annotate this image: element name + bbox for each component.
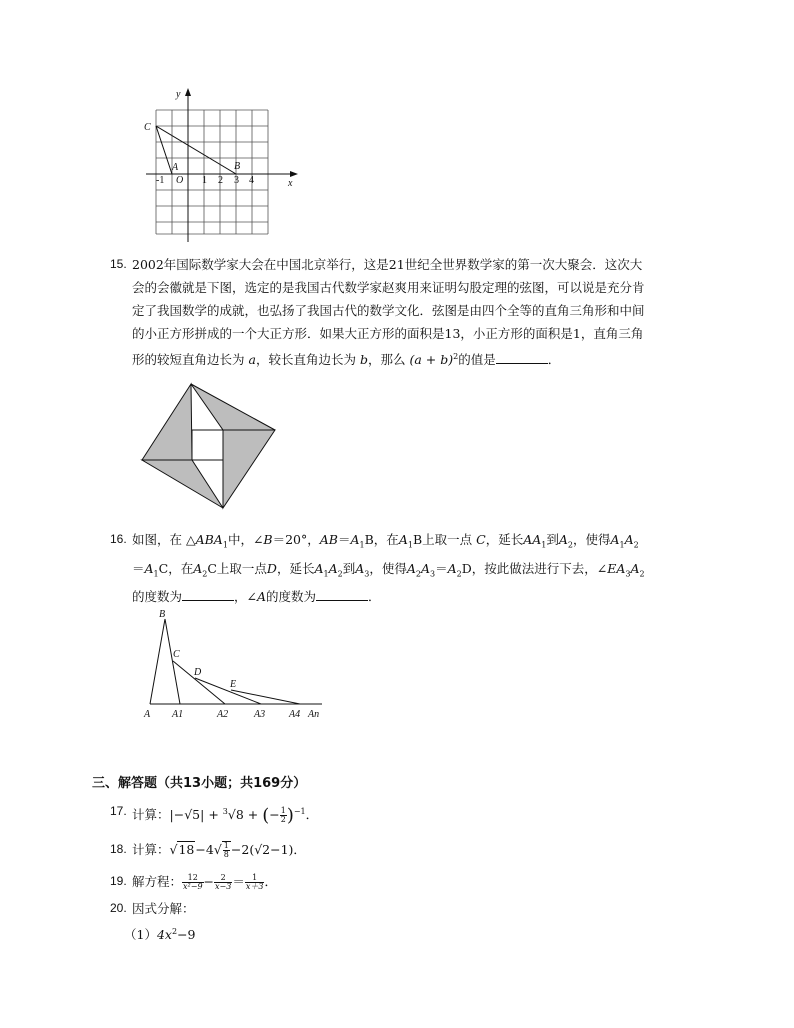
- text-line: 定了我国数学的成就，也弘扬了我国古代的数学文化．弦图是由四个全等的直角三角形和中间: [132, 303, 645, 318]
- segment-ea4: [231, 690, 300, 704]
- point-b-label: B: [234, 161, 241, 172]
- sub-question: $(1)4x^2-9$: [124, 927, 196, 943]
- inner-small-square: [192, 430, 223, 460]
- question-20: [110, 897, 610, 947]
- zhao-shuang-string-figure: [138, 380, 278, 512]
- right-triangle: [223, 430, 275, 508]
- tick-label: 3: [234, 175, 239, 186]
- text-line: 2002年国际数学家大会在中国北京举行，这是21世纪全世界数学家的第一次大聚会．这次大: [132, 257, 643, 272]
- question-text: 计算：√18−4√ $\frac{1}{8}$ −2(√2−1)．: [132, 841, 306, 859]
- question-number: 19.: [110, 874, 127, 888]
- question-16: [110, 528, 710, 604]
- question-number: 15.: [110, 257, 127, 271]
- question-number: 18.: [110, 842, 127, 856]
- right-triangle: [191, 384, 275, 430]
- question-number: 17.: [110, 804, 127, 818]
- tick-label: 1: [202, 175, 207, 186]
- x-axis-arrow-icon: [290, 171, 298, 177]
- question-text: [132, 253, 645, 371]
- question-number: 16.: [110, 532, 127, 546]
- text-line: 形的较短直角边长为 a，较长直角边长为 b，那么 $(a + b)^2$的值是 ．: [132, 345, 645, 371]
- question-number: 20.: [110, 901, 127, 915]
- text-line: $=A_1C$，在$A_2C$上取一点D，延长$A_1A_2$到$A_3$，使得$A_2A_3=A_2D$，按此做法进行下去，$\angle EA_3A_2$: [132, 560, 645, 578]
- tick-label: 2: [218, 175, 223, 186]
- label-an: An: [308, 709, 320, 720]
- text-line: 因式分解：: [132, 901, 195, 916]
- question-15: [110, 253, 710, 373]
- question-text: 计算：|−√5| + $^3$√8 + (− $\frac{1}{2}$ )$^{-1}$．: [132, 805, 319, 827]
- text-line: 的小正方形拼成的一个大正方形．如果大正方形的面积是13，小正方形的面积是1，直角三角: [132, 326, 644, 341]
- right-triangle: [142, 460, 223, 508]
- text-line: 会的会徽就是下图，选定的是我国古代数学家赵爽用来证明勾股定理的弦图，可以说是充分肯: [132, 280, 645, 295]
- question-text: [124, 897, 196, 946]
- coordinate-grid-figure: [140, 86, 305, 246]
- answer-blank[interactable]: [496, 349, 548, 364]
- label-d: D: [194, 667, 202, 678]
- triangle-chain-figure: [138, 607, 334, 723]
- question-text: [132, 528, 645, 608]
- answer-blank[interactable]: [316, 586, 368, 601]
- label-e: E: [230, 679, 237, 690]
- y-axis-arrow-icon: [185, 88, 191, 96]
- question-text: 解方程： $\frac{12}{\text{x²−9}}$ − $\frac{2}{x-3}$ ＝ $\frac{1}{x+3}$ ．: [132, 873, 277, 891]
- tick-label: -1: [156, 175, 165, 186]
- question-17: [110, 800, 610, 826]
- right-triangle: [142, 384, 192, 460]
- origin-label: O: [176, 175, 184, 186]
- segment-da3: [195, 678, 261, 704]
- segment-ba1: [165, 619, 180, 704]
- question-18: [110, 838, 610, 864]
- label-a2: A2: [217, 709, 229, 720]
- label-a3: A3: [254, 709, 266, 720]
- label-a1: A1: [172, 709, 184, 720]
- label-a4: A4: [289, 709, 301, 720]
- text-line: 如图，在 $\triangle ABA_1$中，∠B＝20°，$AB=A_1B$，在$A_1B$上取一点 C，延长$AA_1$到$A_2$，使得$A_1A_2$: [132, 532, 639, 550]
- label-a: A: [144, 709, 151, 720]
- question-19: [110, 870, 610, 896]
- section-heading: 三、解答题（共13小题；共169分）: [92, 776, 307, 791]
- label-b: B: [159, 609, 166, 620]
- label-c: C: [173, 649, 180, 660]
- segment-ab: [150, 619, 165, 704]
- point-c-label: C: [144, 122, 151, 133]
- answer-blank[interactable]: [182, 586, 234, 601]
- x-axis-label: x: [288, 178, 293, 189]
- tick-label: 4: [249, 175, 254, 186]
- point-a-label: A: [172, 162, 179, 173]
- y-axis-label: y: [176, 89, 181, 100]
- text-line: 的度数为 ，∠A的度数为 ．: [132, 585, 645, 608]
- triangle-abc: [156, 126, 236, 174]
